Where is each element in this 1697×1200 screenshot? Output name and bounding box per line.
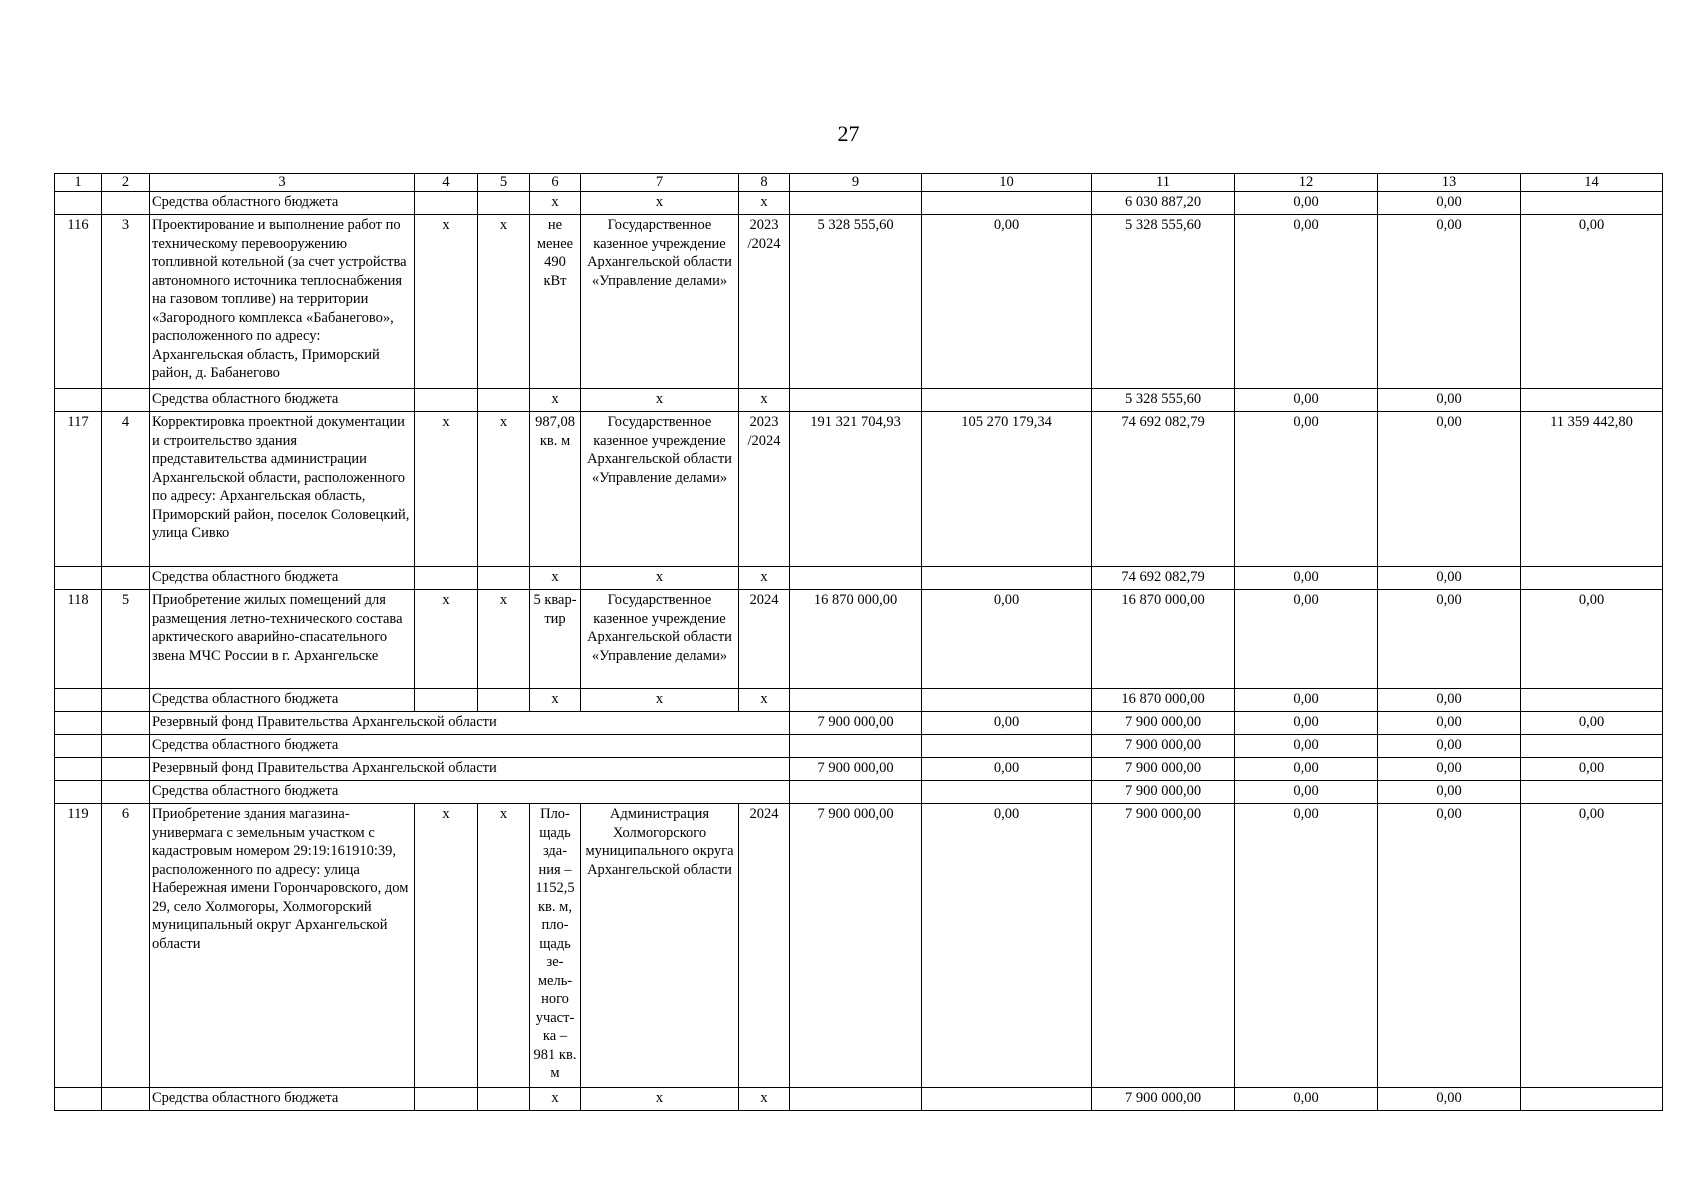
cell [415, 192, 478, 215]
cell [1521, 567, 1663, 590]
row-number-cell: 118 [55, 590, 102, 689]
amount-cell: 7 900 000,00 [1092, 1088, 1235, 1111]
amount-cell: 0,00 [1235, 712, 1378, 735]
fund-name-cell: Средства областного бюджета [150, 781, 790, 804]
amount-cell: 0,00 [1378, 804, 1521, 1088]
amount-cell: 0,00 [1235, 590, 1378, 689]
cell: х [415, 215, 478, 389]
customer-cell: Государственное казенное учреждение Архангельской области «Управление делами» [581, 590, 739, 689]
amount-cell: 0,00 [1378, 781, 1521, 804]
amount-cell: 0,00 [1521, 758, 1663, 781]
amount-cell: 0,00 [922, 758, 1092, 781]
amount-cell: 0,00 [922, 804, 1092, 1088]
amount-cell: 0,00 [1378, 215, 1521, 389]
header-cell: 4 [415, 174, 478, 192]
amount-cell: 0,00 [1235, 689, 1378, 712]
header-cell: 7 [581, 174, 739, 192]
amount-cell: 0,00 [922, 590, 1092, 689]
period-cell: 2023 /2024 [739, 215, 790, 389]
table-row [55, 389, 1663, 412]
cell [922, 1088, 1092, 1111]
row-number-cell [55, 735, 102, 758]
amount-cell: 0,00 [1235, 1088, 1378, 1111]
period-cell: 2024 [739, 804, 790, 1088]
cell: х [478, 215, 530, 389]
sub-number-cell: 5 [102, 590, 150, 689]
sub-number-cell [102, 712, 150, 735]
row-number-cell [55, 689, 102, 712]
cell: х [739, 567, 790, 590]
amount-cell: 0,00 [1235, 412, 1378, 567]
table-row [55, 590, 1663, 689]
amount-cell: 0,00 [1378, 590, 1521, 689]
header-cell: 12 [1235, 174, 1378, 192]
amount-cell: 0,00 [1235, 215, 1378, 389]
amount-cell: 0,00 [1378, 389, 1521, 412]
cell: х [739, 192, 790, 215]
name-cell: Средства областного бюджета [150, 567, 415, 590]
row-number-cell [55, 567, 102, 590]
period-cell: 2024 [739, 590, 790, 689]
amount-cell: 0,00 [1378, 735, 1521, 758]
amount-cell: 0,00 [922, 712, 1092, 735]
cell [922, 389, 1092, 412]
amount-cell: 74 692 082,79 [1092, 412, 1235, 567]
amount-cell: 7 900 000,00 [1092, 712, 1235, 735]
amount-cell: 0,00 [1378, 758, 1521, 781]
table-row [55, 412, 1663, 567]
cell [790, 735, 922, 758]
capacity-cell: 5 квар-тир [530, 590, 581, 689]
amount-cell: 7 900 000,00 [1092, 804, 1235, 1088]
cell [790, 567, 922, 590]
cell [1521, 689, 1663, 712]
sub-number-cell: 4 [102, 412, 150, 567]
amount-cell: 0,00 [922, 215, 1092, 389]
fund-name-cell: Резервный фонд Правительства Архангельской области [150, 758, 790, 781]
cell [1521, 389, 1663, 412]
table-header-row [55, 174, 1663, 192]
name-cell: Приобретение здания магазина-универмага с земельным участком с кадастровым номером 29:19:161910:39, расположенного по адресу: улица Набережная имени Горончаровского, дом 29, село Холмогоры, Холмогорский муниципальный округ Архангельской области [150, 804, 415, 1088]
sub-number-cell [102, 689, 150, 712]
amount-cell: 0,00 [1235, 567, 1378, 590]
table-row [55, 1088, 1663, 1111]
table-row [55, 712, 1663, 735]
cell [478, 192, 530, 215]
cell [922, 689, 1092, 712]
cell [415, 567, 478, 590]
amount-cell: 0,00 [1521, 590, 1663, 689]
cell: х [415, 804, 478, 1088]
row-number-cell [55, 389, 102, 412]
sub-number-cell [102, 781, 150, 804]
capacity-cell: Пло-щадь зда-ния – 1152,5 кв. м, пло-щадь зе-мель-ного участ-ка – 981 кв. м [530, 804, 581, 1088]
amount-cell: 16 870 000,00 [1092, 590, 1235, 689]
amount-cell: 0,00 [1521, 215, 1663, 389]
cell: х [739, 689, 790, 712]
row-number-cell [55, 192, 102, 215]
header-cell: 1 [55, 174, 102, 192]
sub-number-cell [102, 758, 150, 781]
cell: х [581, 567, 739, 590]
cell [922, 567, 1092, 590]
period-cell: 2023 /2024 [739, 412, 790, 567]
budget-table [54, 173, 1663, 1111]
sub-number-cell [102, 1088, 150, 1111]
row-number-cell [55, 712, 102, 735]
sub-number-cell: 6 [102, 804, 150, 1088]
cell: х [581, 689, 739, 712]
amount-cell: 7 900 000,00 [1092, 781, 1235, 804]
row-number-cell [55, 781, 102, 804]
table-row [55, 689, 1663, 712]
sub-number-cell [102, 567, 150, 590]
cell: х [530, 389, 581, 412]
cell: х [581, 1088, 739, 1111]
header-cell: 10 [922, 174, 1092, 192]
table-row [55, 804, 1663, 1088]
cell [1521, 1088, 1663, 1111]
cell [415, 389, 478, 412]
name-cell: Средства областного бюджета [150, 389, 415, 412]
cell [1521, 735, 1663, 758]
cell [922, 735, 1092, 758]
amount-cell: 5 328 555,60 [1092, 389, 1235, 412]
sub-number-cell [102, 389, 150, 412]
capacity-cell: не менее 490 кВт [530, 215, 581, 389]
header-cell: 13 [1378, 174, 1521, 192]
cell: х [478, 590, 530, 689]
table-row [55, 567, 1663, 590]
row-number-cell: 117 [55, 412, 102, 567]
amount-cell: 7 900 000,00 [1092, 735, 1235, 758]
amount-cell: 0,00 [1378, 412, 1521, 567]
cell: х [739, 1088, 790, 1111]
cell [922, 781, 1092, 804]
customer-cell: Администрация Холмогорского муниципального округа Архангельской области [581, 804, 739, 1088]
sub-number-cell [102, 192, 150, 215]
cell: х [415, 590, 478, 689]
table-row [55, 192, 1663, 215]
row-number-cell [55, 758, 102, 781]
cell [1521, 192, 1663, 215]
cell: х [530, 567, 581, 590]
header-cell: 2 [102, 174, 150, 192]
row-number-cell [55, 1088, 102, 1111]
cell [415, 689, 478, 712]
amount-cell: 0,00 [1235, 781, 1378, 804]
page-number: 27 [837, 121, 860, 146]
fund-name-cell: Средства областного бюджета [150, 735, 790, 758]
header-cell: 6 [530, 174, 581, 192]
name-cell: Проектирование и выполнение работ по техническому перевооружению топливной котельной (за счет устройства автономного источника теплоснабжения на газовом топливе) на территории «Загородного комплекса «Бабанегово», расположенного по адресу: Архангельская область, Приморский район, д. Бабанегово [150, 215, 415, 389]
cell: х [581, 192, 739, 215]
header-cell: 9 [790, 174, 922, 192]
cell [478, 1088, 530, 1111]
header-cell: 5 [478, 174, 530, 192]
name-cell: Приобретение жилых помещений для размещения летно-технического состава арктического аварийно-спасательного звена МЧС России в г. Архангельске [150, 590, 415, 689]
cell [790, 1088, 922, 1111]
table-row [55, 781, 1663, 804]
amount-cell: 5 328 555,60 [1092, 215, 1235, 389]
name-cell: Средства областного бюджета [150, 192, 415, 215]
amount-cell: 0,00 [1378, 567, 1521, 590]
amount-cell: 0,00 [1521, 712, 1663, 735]
cell: х [478, 804, 530, 1088]
cell: х [478, 412, 530, 567]
table-row [55, 758, 1663, 781]
sub-number-cell: 3 [102, 215, 150, 389]
amount-cell: 105 270 179,34 [922, 412, 1092, 567]
cell: х [530, 1088, 581, 1111]
capacity-cell: 987,08 кв. м [530, 412, 581, 567]
amount-cell: 0,00 [1235, 804, 1378, 1088]
customer-cell: Государственное казенное учреждение Архангельской области «Управление делами» [581, 412, 739, 567]
amount-cell: 7 900 000,00 [1092, 758, 1235, 781]
amount-cell: 0,00 [1378, 1088, 1521, 1111]
header-cell: 8 [739, 174, 790, 192]
amount-cell: 74 692 082,79 [1092, 567, 1235, 590]
header-cell: 11 [1092, 174, 1235, 192]
amount-cell: 0,00 [1235, 192, 1378, 215]
amount-cell: 0,00 [1235, 735, 1378, 758]
amount-cell: 0,00 [1235, 389, 1378, 412]
header-cell: 14 [1521, 174, 1663, 192]
cell: х [530, 192, 581, 215]
cell [922, 192, 1092, 215]
cell [415, 1088, 478, 1111]
cell [478, 567, 530, 590]
cell: х [739, 389, 790, 412]
header-cell: 3 [150, 174, 415, 192]
fund-name-cell: Резервный фонд Правительства Архангельской области [150, 712, 790, 735]
name-cell: Средства областного бюджета [150, 1088, 415, 1111]
amount-cell: 16 870 000,00 [790, 590, 922, 689]
table-row [55, 735, 1663, 758]
amount-cell: 7 900 000,00 [790, 804, 922, 1088]
row-number-cell: 116 [55, 215, 102, 389]
amount-cell: 11 359 442,80 [1521, 412, 1663, 567]
amount-cell: 6 030 887,20 [1092, 192, 1235, 215]
amount-cell: 0,00 [1521, 804, 1663, 1088]
amount-cell: 7 900 000,00 [790, 712, 922, 735]
cell [790, 689, 922, 712]
amount-cell: 0,00 [1235, 758, 1378, 781]
customer-cell: Государственное казенное учреждение Архангельской области «Управление делами» [581, 215, 739, 389]
amount-cell: 7 900 000,00 [790, 758, 922, 781]
sub-number-cell [102, 735, 150, 758]
amount-cell: 0,00 [1378, 192, 1521, 215]
cell: х [530, 689, 581, 712]
cell [790, 389, 922, 412]
cell [1521, 781, 1663, 804]
row-number-cell: 119 [55, 804, 102, 1088]
amount-cell: 0,00 [1378, 689, 1521, 712]
amount-cell: 0,00 [1378, 712, 1521, 735]
cell [478, 389, 530, 412]
cell [790, 192, 922, 215]
cell: х [415, 412, 478, 567]
name-cell: Средства областного бюджета [150, 689, 415, 712]
cell [478, 689, 530, 712]
cell: х [581, 389, 739, 412]
name-cell: Корректировка проектной документации и строительство здания представительства администрации Архангельской области, расположенного по адресу: Архангельская область, Приморский район, поселок Соловецкий, улица Сивко [150, 412, 415, 567]
cell [790, 781, 922, 804]
amount-cell: 191 321 704,93 [790, 412, 922, 567]
table-row [55, 215, 1663, 389]
amount-cell: 5 328 555,60 [790, 215, 922, 389]
amount-cell: 16 870 000,00 [1092, 689, 1235, 712]
